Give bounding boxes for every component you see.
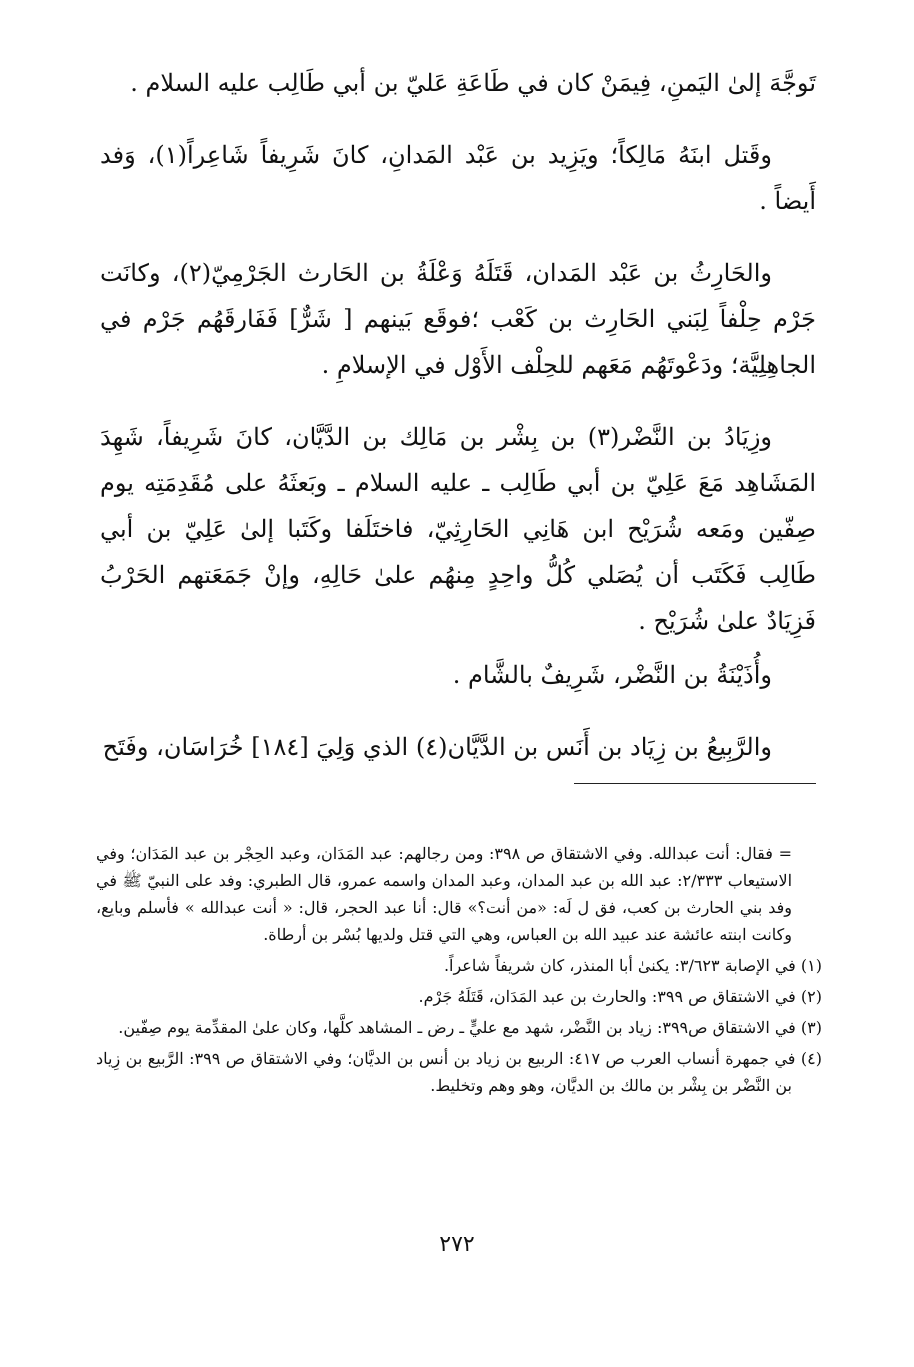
paragraph-1: تَوجَّهَ إلىٰ اليَمنِ، فِيمَنْ كان في طَاعَةِ عَليّ بن أبي طَالِب عليه السلام . (130, 69, 816, 97)
footnote-1: (١) في الإصابة ٣/٦٢٣: يكنىٰ أبا المنذر، كان شريفاً شاعراً. (443, 956, 822, 975)
paragraph-2: وقَتل ابنَهُ مَالِكاً؛ ويَزِيد بن عَبْد المَدانِ، كانَ شَرِيفاً شَاعِراً(١)، وَفد أَيضاً . (100, 141, 816, 215)
footnote-4: (٤) في جمهرة أنساب العرب ص ٤١٧: الربيع بن زياد بن أنس بن الديَّان؛ وفي الاشتقاق ص ٣٩٩: الرَّبيع بن زِياد بن النَّضْر بن بِشْر بن مالك بن الديَّان، وهو وهم وتخليط. (96, 1049, 823, 1095)
footnote-2: (٢) في الاشتقاق ص ٣٩٩: والحارث بن عبد المَدَان، قَتَلَهُ جَرْم. (418, 987, 822, 1006)
paragraph-3: والحَارِثُ بن عَبْد المَدان، قَتَلَهُ وَعْلَةُ بن الحَارث الجَرْمِيّ(٢)، وكانَت جَرْم حِلْفاً لِبَني الحَارِث بن كَعْب ؛فوقَع بَينهم [ شَرٌّ] فَفَارقَهُم جَرْم في الجاهِلِيَّة؛ ودَعْوتَهُم مَعَهم للحِلْف الأَوْل في الإسلامِ . (100, 259, 816, 379)
footnotes (96, 840, 822, 1103)
footnote-continued: = فقال: أنت عبدالله. وفي الاشتقاق ص ٣٩٨: ومن رجالهم: عبد المَدَان، وعبد الحِجْر بن عبد المَدَان؛ وفي الاستيعاب ٢/٣٣٣: عبد الله بن عبد المدان، وعبد المدان واسمه عمرو، قال الطبري: وفد على النبيّ ﷺ في وفد بني الحارث بن كعب، فق ل لَه: «من أنت؟» قال: أنا عبد الحجر، قال: « أنت عبدالله » فأسلم وبايع، وكانت ابنته عائشة عند عبيد الله بن العباس، وهي التي قتل ولديها بُسْر بن أرطاة. (96, 844, 793, 944)
footnote-divider (574, 783, 816, 784)
page-number: ٢٧٢ (439, 1232, 475, 1257)
paragraph-6: والرَّبِيعُ بن زِيَاد بن أَنَس بن الدَّيَّان(٤) الذي وَلِيَ [١٨٤] خُرَاسَان، وفَتَح (102, 733, 772, 761)
main-text (100, 60, 816, 796)
paragraph-5: وأُذَيْنَةُ بن النَّضْر، شَرِيفٌ بالشَّام . (452, 661, 772, 689)
footnote-3: (٣) في الاشتقاق ص٣٩٩: زياد بن النَّضْر، شهد مع عليٍّ ـ رض ـ المشاهد كلَّها، وكان علىٰ المقدِّمة يوم صِفّين. (118, 1018, 822, 1037)
paragraph-4: وزِيَادُ بن النَّضْر(٣) بن بِشْر بن مَالِك بن الدَّيَّان، كانَ شَرِيفاً، شَهِدَ المَشَاهِد مَعَ عَلِيّ بن أبي طَالِب ـ عليه السلام ـ وبَعثَهُ على مُقَدِمَتِه يوم صِفّين ومَعه شُرَيْح ابن هَانِي الحَارِثِيّ، فاختَلَفا وكَتَبا إلىٰ عَلِيّ بن أبي طَالِب فَكَتَب أن يُصَلي كُلُّ واحِدٍ مِنهُم علىٰ حَالِهِ، وإنْ جَمَعَتهم الحَرْبُ فَزِيَادٌ علىٰ شُرَيْح . (100, 423, 816, 635)
